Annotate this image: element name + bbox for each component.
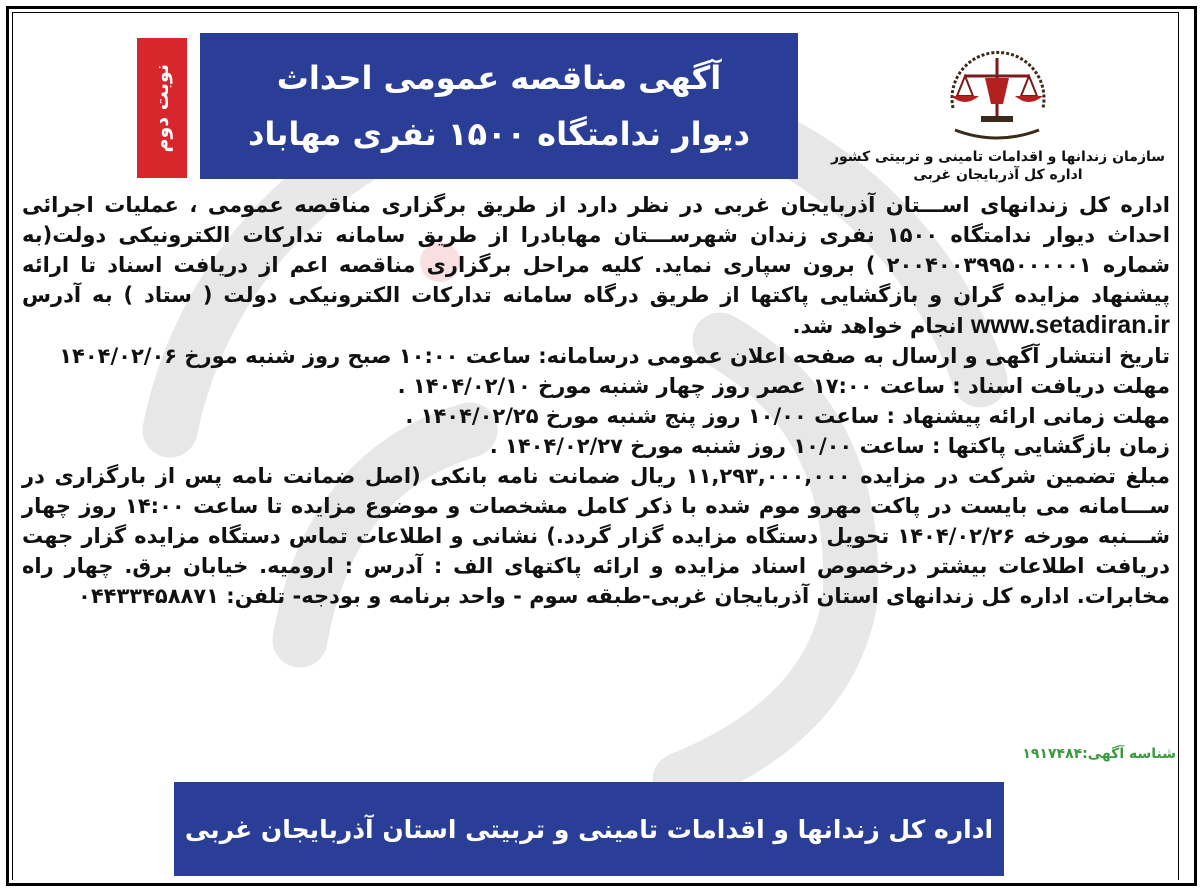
guarantee-paragraph: مبلغ تضمین شرکت در مزایده ۱۱,۲۹۳,۰۰۰,۰۰۰ ریال ضمانت نامه بانکی (اصل ضمانت نامه پس از بارگزاری در ســـامانه می بایست در پاکت مهرو موم شده با ذکر کامل مشخصات و موضوع مزایده تا ساعت ۱۴:۰۰ روز چهار شـــنبه مورخه ۱۴۰۴/۰۲/۲۶ تحویل دستگاه مزایده گزار گردد.) نشانی و اطلاعات تماس دستگاه مزایده گزار جهت دریافت اطلاعات بیشتر درخصوص اسناد مزایده و ارائه پاکتهای الف : آدرس : ارومیه. خیابان برق. چهار راه مخابرات. اداره کل زندانهای استان آذربایجان غربی-طبقه سوم - واحد برنامه و بودجه- تلفن: ۰۴۴۳۳۴۵۸۸۷۱ (22, 464, 1171, 608)
title-line-2: دیوار ندامتگاه ۱۵۰۰ نفری مهاباد (247, 115, 751, 153)
scales-of-justice-emblem-icon (935, 38, 1060, 148)
organization-block (828, 148, 1168, 184)
edition-badge (137, 38, 187, 178)
ad-identifier-label: شناسه آگهی: (1082, 746, 1176, 762)
edition-badge-label: نوبت دوم (151, 63, 173, 153)
publish-date-line: تاریخ انتشار آگهی و ارسال به صفحه اعلان عمومی درسامانه: ساعت ۱۰:۰۰ صبح روز شنبه مورخ ۱۴۰۴/۰۲/۰۶ (59, 344, 1170, 368)
ad-identifier (980, 746, 1176, 762)
intro-paragraph (22, 190, 1170, 341)
ad-identifier-value: ۱۹۱۷۴۸۴ (1022, 746, 1083, 762)
intro-end: انجام خواهد شد. (792, 314, 964, 338)
opening-time-line: زمان بازگشایی پاکتها : ساعت ۱۰/۰۰ روز شنبه مورخ ۱۴۰۴/۰۲/۲۷ . (489, 434, 1170, 458)
website-link[interactable]: www.setadiran.ir (970, 311, 1170, 339)
document-deadline-line: مهلت دریافت اسناد : ساعت ۱۷:۰۰ عصر روز چهار شنبه مورخ ۱۴۰۴/۰۲/۱۰ . (397, 374, 1170, 398)
title-line-1: آگهی مناقصه عمومی احداث (276, 59, 722, 97)
organization-department: اداره کل آذربایجان غربی (913, 167, 1083, 183)
title-banner (200, 33, 798, 179)
footer-text: اداره کل زندانها و اقدامات تامینی و تربیتی استان آذربایجان غربی (184, 814, 994, 844)
bid-deadline-line: مهلت زمانی ارائه پیشنهاد : ساعت ۱۰/۰۰ روز پنج شنبه مورخ ۱۴۰۴/۰۲/۲۵ . (405, 404, 1170, 428)
footer-banner (174, 782, 1004, 876)
announcement-body (22, 190, 1170, 611)
intro-text: اداره کل زندانهای اســـتان آذربایجان غربی در نظر دارد از طریق برگزاری مناقصه عمومی ، عملیات اجرائی احداث دیوار ندامتگاه ۱۵۰۰ نفری زندان شهرســـتان مهابادرا از طریق سامانه تدارکات الکترونیکی دولت(به شماره ۲۰۰۴۰۰۳۹۹۵۰۰۰۰۰۱ ) برون سپاری نماید. کلیه مراحل برگزاری مناقصه اعم از دریافت اسناد تا ارائه پیشنهاد مزایده گران و بازگشایی پاکتها از طریق درگاه سامانه تدارکات الکترونیکی دولت ( ستاد ) به آدرس (22, 193, 1170, 307)
organization-name: سازمان زندانها و اقدامات تامینی و تربیتی کشور (830, 149, 1166, 165)
